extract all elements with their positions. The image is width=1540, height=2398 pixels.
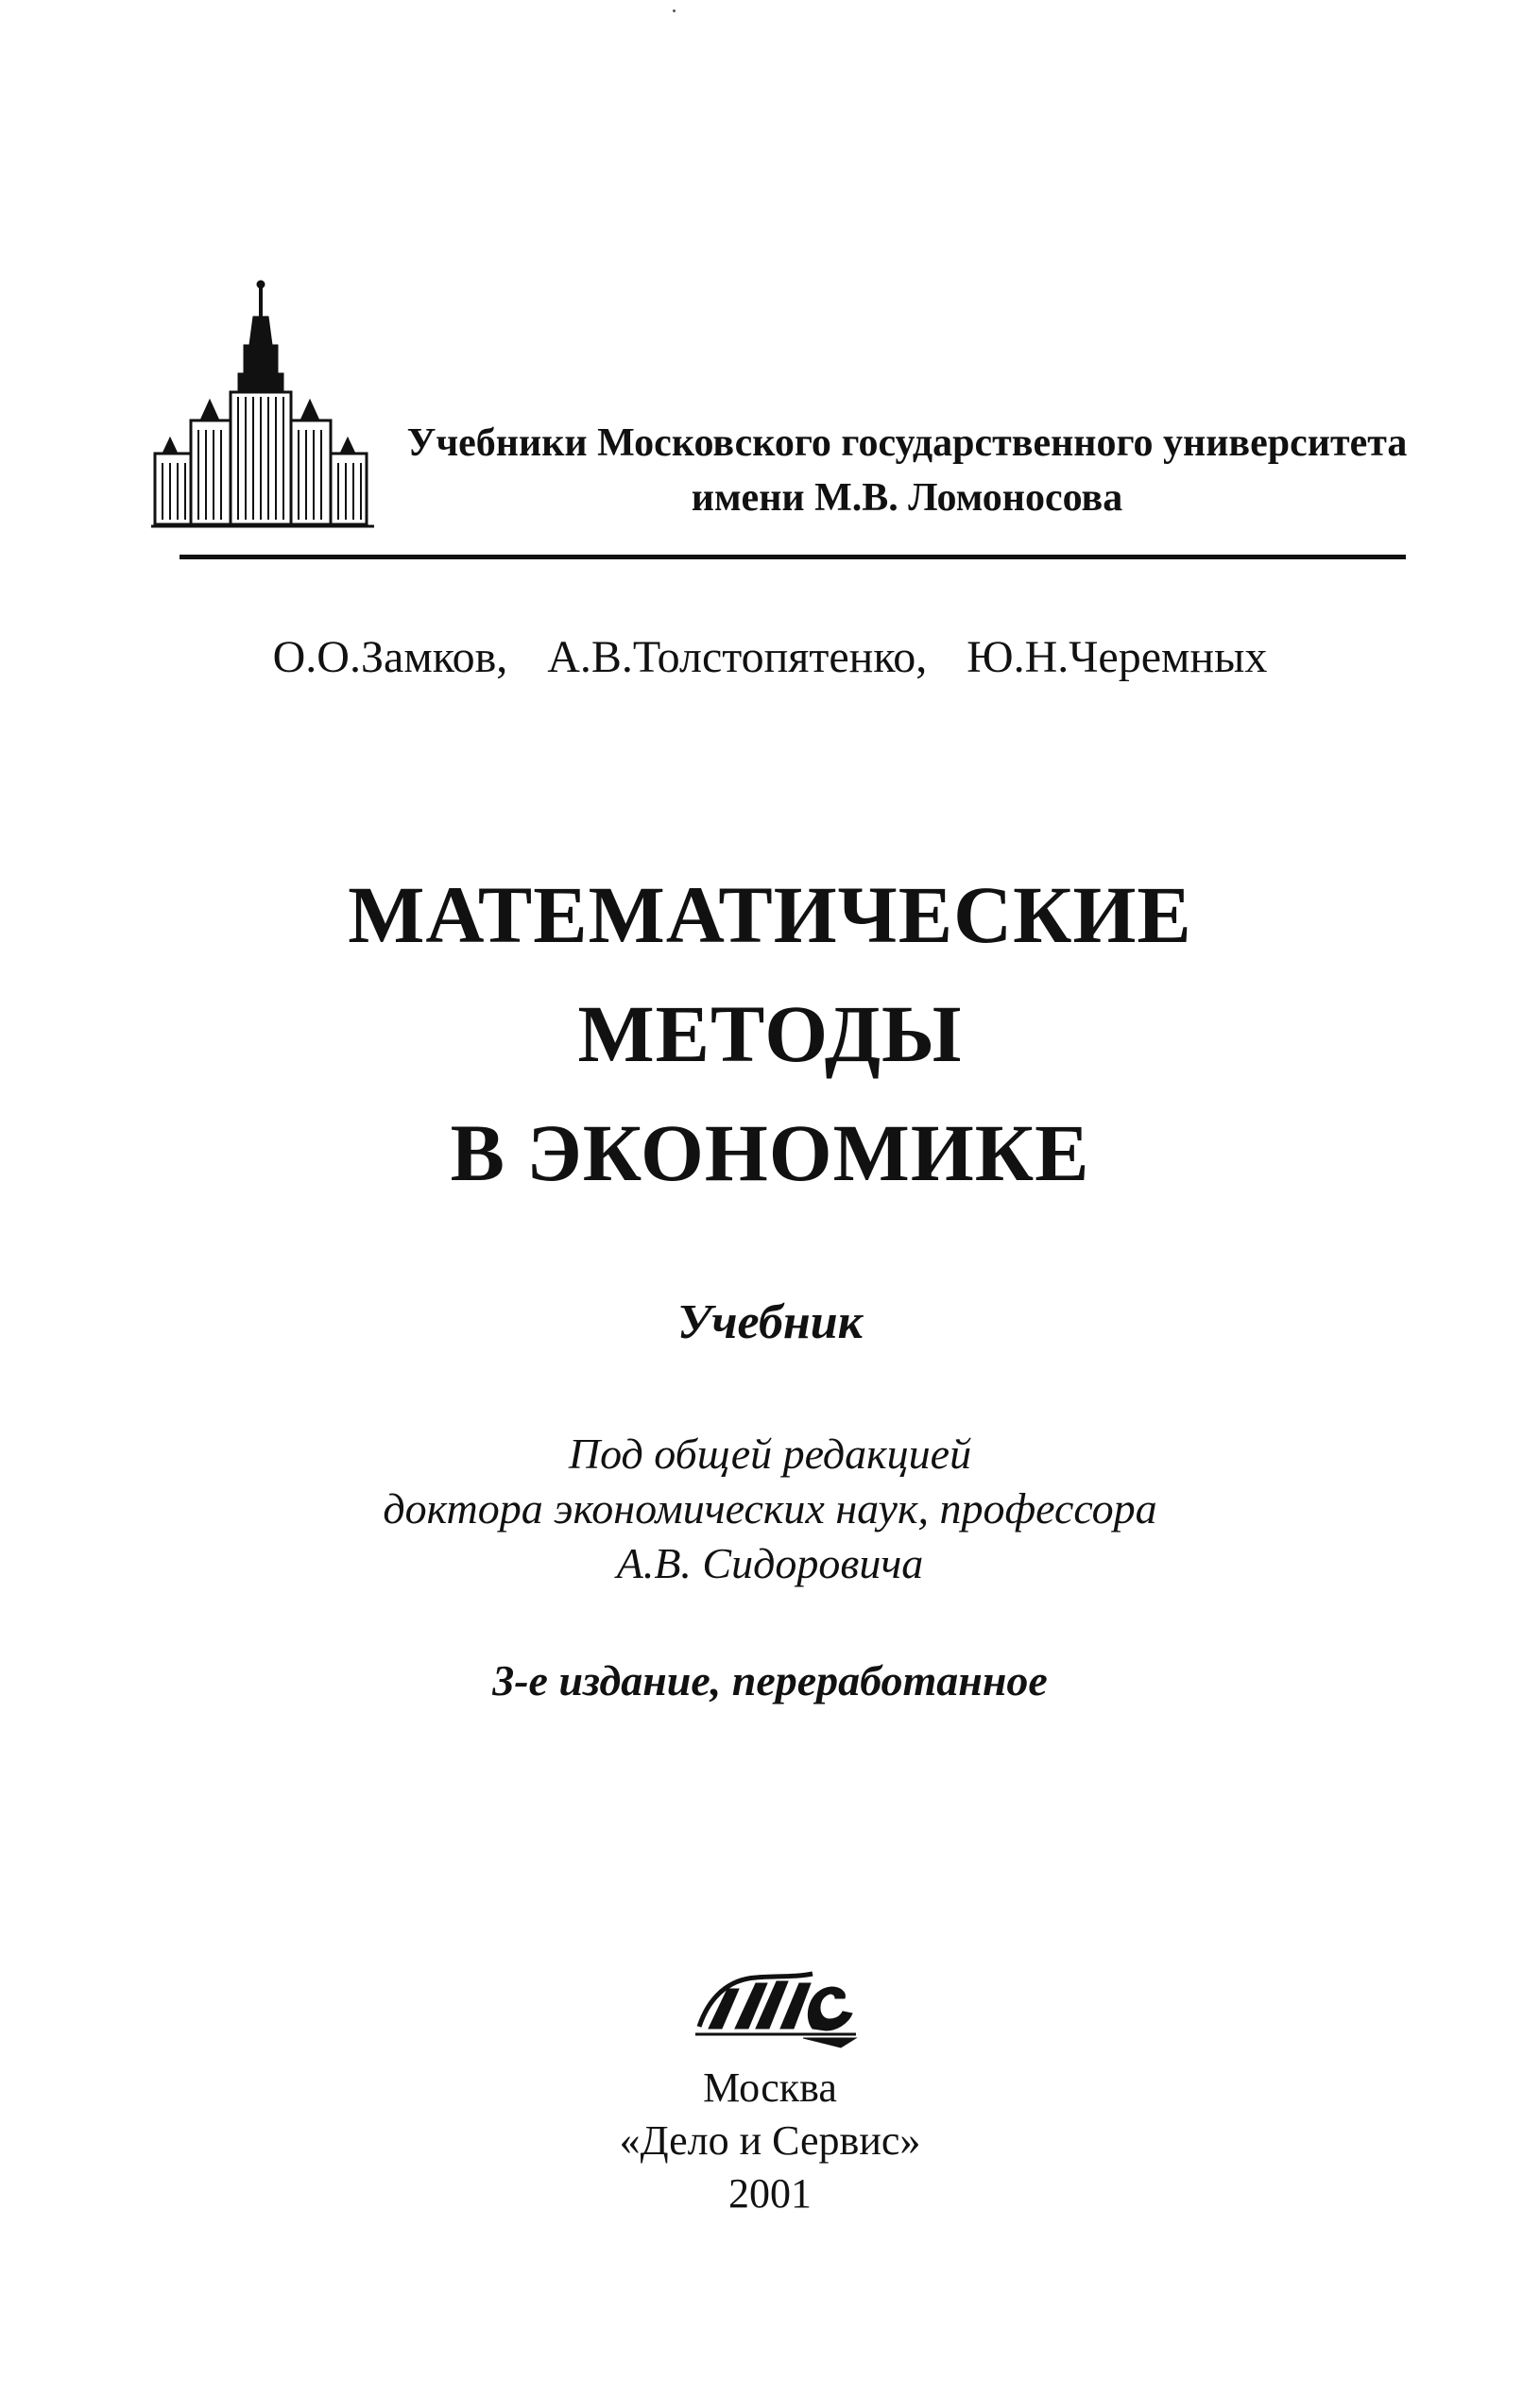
- delo-i-servis-logo-icon: [690, 1961, 869, 2074]
- title-line-1: МАТЕМАТИЧЕСКИЕ: [348, 869, 1192, 960]
- authors: [0, 631, 1540, 683]
- editor-line-1: Под общей редакцией: [568, 1430, 972, 1478]
- series-line-2: имени М.В. Ломоносова: [691, 476, 1123, 520]
- editor-credit: [0, 1427, 1540, 1591]
- imprint: [0, 2062, 1540, 2220]
- scan-speck: [673, 9, 676, 12]
- header-divider: [180, 555, 1406, 559]
- imprint-year: 2001: [728, 2170, 812, 2217]
- series-heading: [397, 416, 1417, 525]
- author-1: О.О.Замков,: [272, 632, 508, 682]
- msu-main-building-icon: [151, 279, 378, 529]
- title-line-3: В ЭКОНОМИКЕ: [450, 1107, 1090, 1198]
- editor-line-2: доктора экономических наук, профессора: [383, 1484, 1157, 1533]
- author-2: А.В.Толстопятенко,: [547, 632, 928, 682]
- series-line-1: Учебники Московского государственного университета: [406, 421, 1408, 465]
- author-3: Ю.Н.Черемных: [967, 632, 1268, 682]
- imprint-publisher: «Дело и Сервис»: [619, 2117, 921, 2164]
- book-title: [0, 855, 1540, 1212]
- editor-line-3: А.В. Сидоровича: [616, 1539, 924, 1587]
- imprint-city: Москва: [703, 2064, 837, 2111]
- title-line-2: МЕТОДЫ: [577, 988, 963, 1079]
- book-type: Учебник: [677, 1295, 863, 1349]
- edition-note: 3-е издание, переработанное: [492, 1656, 1048, 1704]
